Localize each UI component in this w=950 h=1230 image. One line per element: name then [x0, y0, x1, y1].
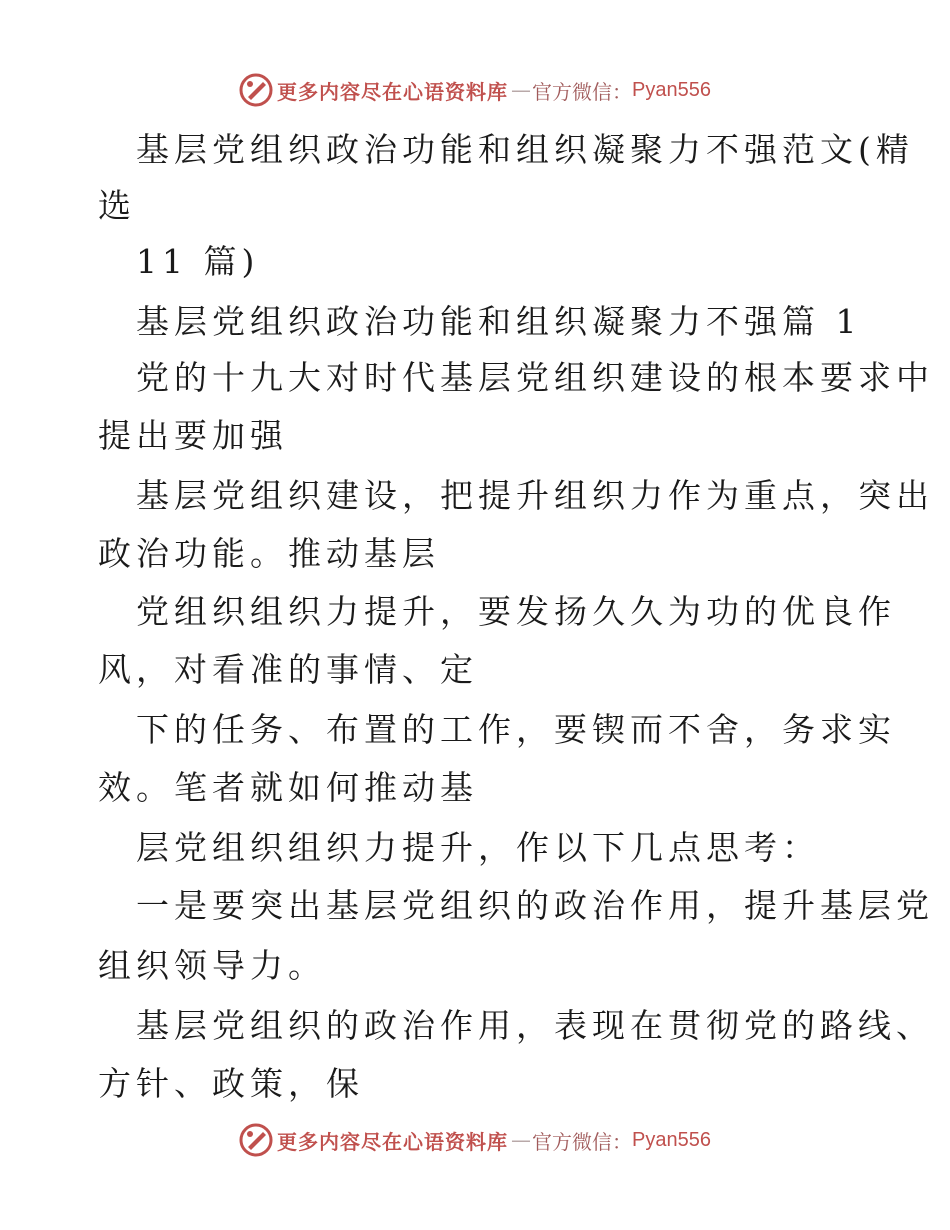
- paragraph-line: 政治功能。推动基层: [98, 534, 440, 573]
- banner-contact-label: 官方微信：: [532, 1129, 633, 1154]
- paragraph-line: 风，对看准的事情、定: [98, 650, 478, 689]
- paragraph-line: 一是要突出基层党组织的政治作用，提升基层党: [136, 886, 934, 925]
- header-banner: [0, 70, 950, 110]
- banner-brand: 更多内容尽在心语资料库: [277, 1129, 509, 1154]
- paragraph-line: 基层党组织的政治作用，表现在贯彻党的路线、: [136, 1006, 934, 1045]
- brand-logo-icon: [239, 73, 273, 107]
- banner-wechat-handle: Pyan556: [632, 1128, 711, 1151]
- doc-title-line-2: 选: [98, 186, 136, 225]
- brand-logo-icon: [239, 1123, 273, 1157]
- paragraph-line: 效。笔者就如何推动基: [98, 768, 478, 807]
- paragraph-line: 党的十九大对时代基层党组织建设的根本要求中: [136, 358, 934, 397]
- banner-brand: 更多内容尽在心语资料库: [277, 79, 509, 104]
- paragraph-line: 基层党组织建设，把提升组织力作为重点，突出: [136, 476, 934, 515]
- paragraph-line: 党组织组织力提升，要发扬久久为功的优良作: [136, 592, 896, 631]
- banner-contact-label: 官方微信：: [532, 79, 633, 104]
- paragraph-line: 组织领导力。: [98, 946, 326, 985]
- paragraph-line: 层党组织组织力提升，作以下几点思考：: [136, 828, 820, 867]
- footer-banner: [0, 1120, 950, 1160]
- paragraph-line: 提出要加强: [98, 416, 288, 455]
- paragraph-line: 下的任务、布置的工作，要锲而不舍，务求实: [136, 710, 896, 749]
- paragraph-line: 方针、政策，保: [98, 1064, 364, 1103]
- banner-dash: —: [511, 78, 530, 102]
- doc-title-line-1: 基层党组织政治功能和组织凝聚力不强范文(精: [136, 130, 914, 169]
- banner-dash: —: [511, 1128, 530, 1152]
- banner-wechat-handle: Pyan556: [632, 78, 711, 101]
- section-heading: 基层党组织政治功能和组织凝聚力不强篇 1: [136, 302, 862, 341]
- doc-title-line-3: 11 篇): [136, 242, 260, 281]
